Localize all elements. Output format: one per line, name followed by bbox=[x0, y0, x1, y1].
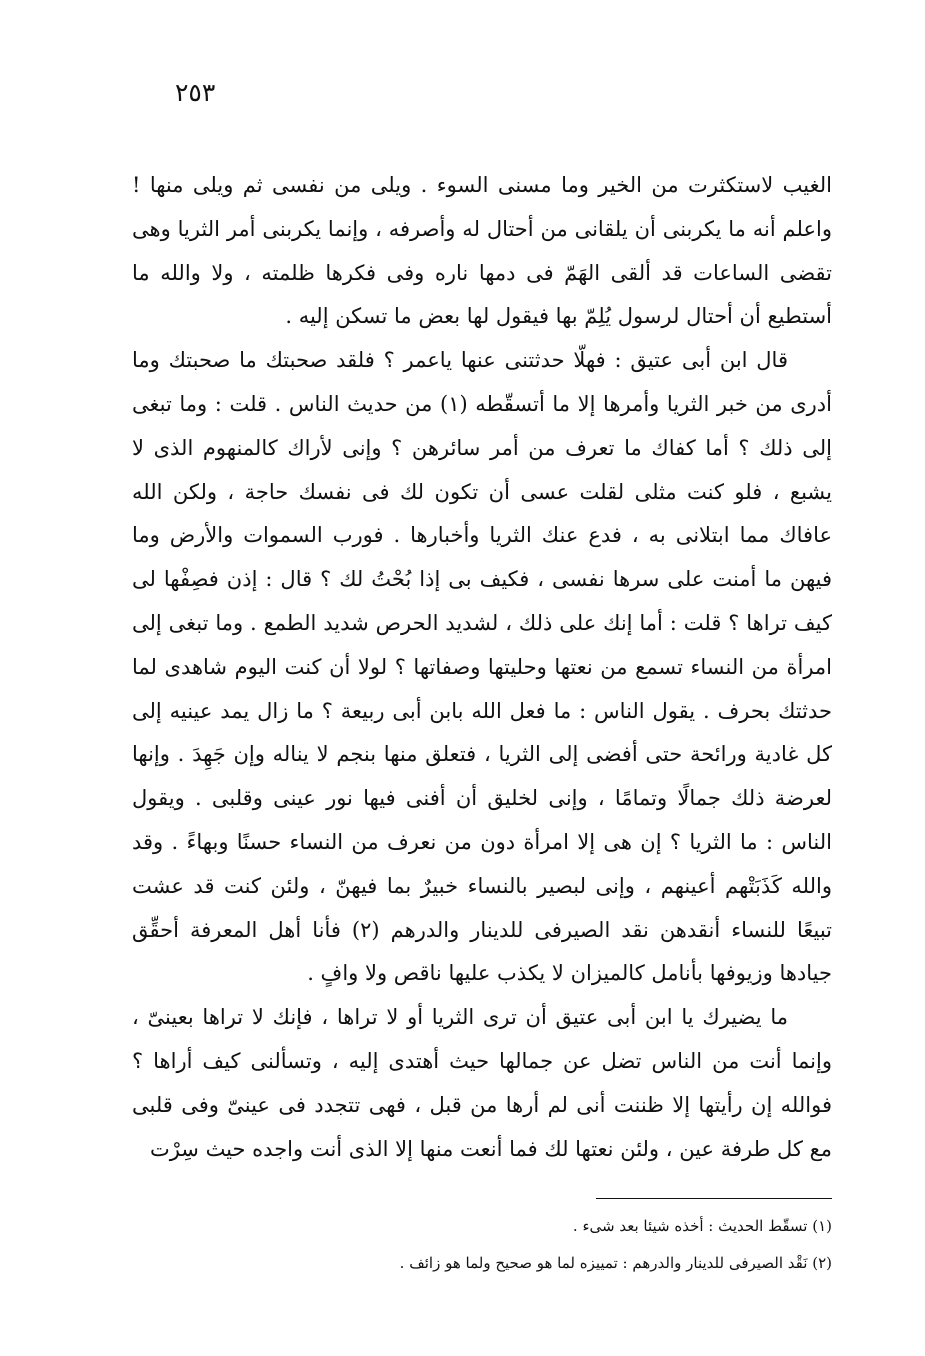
paragraph-3: ما يضيرك يا ابن أبى عتيق أن ترى الثريا أو لا تراها ، فإنك لا تراها بعينىّ ، وإنما أنت من الناس تضل عن جمالها حيث أهتدى إليه ، وتسألنى كيف أراها ؟ فوالله إن رأيتها إلا ظننت أنى لم أرها من قبل ، فهى تتجدد فى عينىّ وفى قلبى مع كل طرفة عين ، ولئن نعتها لك فما أنعت منها إلا الذى أنت واجده حيث سِرْت bbox=[132, 1005, 832, 1161]
footnotes bbox=[132, 1208, 832, 1282]
body-text bbox=[132, 164, 832, 1171]
page-number: ٢٥٣ bbox=[175, 78, 216, 107]
footnote-divider bbox=[596, 1198, 832, 1199]
footnote-2: (٢) نَقْد الصيرفى للدينار والدرهم : تمييزه لما هو صحيح ولما هو زائف . bbox=[399, 1254, 832, 1272]
footnote-1: (١) تسقّط الحديث : أخذه شيئا بعد شىء . bbox=[572, 1217, 832, 1235]
paragraph-1: الغيب لاستكثرت من الخير وما مسنى السوء . ويلى من نفسى ثم ويلى منها ! واعلم أنه ما يكربنى أن يلقانى من أحتال له وأصرفه ، وإنما يكربنى أمر الثريا وهى تقضى الساعات قد ألقى الهَمّ فى دمها ناره وفى فكرها ظلمته ، ولا والله ما أستطيع أن أحتال لرسول يُلِمّ بها فيقول لها بعض ما تسكن إليه . bbox=[132, 173, 832, 329]
paragraph-2: قال ابن أبى عتيق : فهلّا حدثتنى عنها ياعمر ؟ فلقد صحبتك ما صحبتك وما أدرى من خبر الثريا وأمرها إلا ما أتسقّطه (١) من حديث الناس . قلت : وما تبغى إلى ذلك ؟ أما كفاك ما تعرف من أمر سائرهن ؟ وإنى لأراك كالمنهوم الذى لا يشبع ، فلو كنت مثلى لقلت عسى أن تكون لك فى نفسك حاجة ، ولكن الله عافاك مما ابتلانى به ، فدع عنك الثريا وأخبارها . فورب السموات والأرض وما فيهن ما أمنت على سرها نفسى ، فكيف بى إذا بُحْتُ لك ؟ قال : إذن فصِفْها لى كيف تراها ؟ قلت : أما إنك على ذلك ، لشديد الحرص شديد الطمع . وما تبغى إلى امرأة من النساء تسمع من نعتها وحليتها وصفاتها ؟ لولا أن كنت اليوم شاهدى لما حدثتك بحرف . يقول الناس : ما فعل الله بابن أبى ربيعة ؟ ما زال يمد عينيه إلى كل غادية ورائحة حتى أفضى إلى الثريا ، فتعلق منها بنجم لا يناله وإن جَهِدَ . وإنها لعرضة ذلك جمالًا وتمامًا ، وإنى لخليق أن أفنى فيها نور عينى وقلبى . ويقول الناس : ما الثريا ؟ إن هى إلا امرأة دون من نعرف من النساء حسنًا وبهاءً . وقد والله كَذَبَتْهم أعينهم ، وإنى لبصير بالنساء خبيرٌ بما فيهنّ ، ولئن كنت قد عشت تبيعًا للنساء أنقدهن نقد الصيرفى للدينار والدرهم (٢) فأنا أهل المعرفة أحقِّق جيادها وزيوفها بأنامل كالميزان لا يكذب عليها ناقص ولا وافٍ . bbox=[132, 348, 832, 986]
